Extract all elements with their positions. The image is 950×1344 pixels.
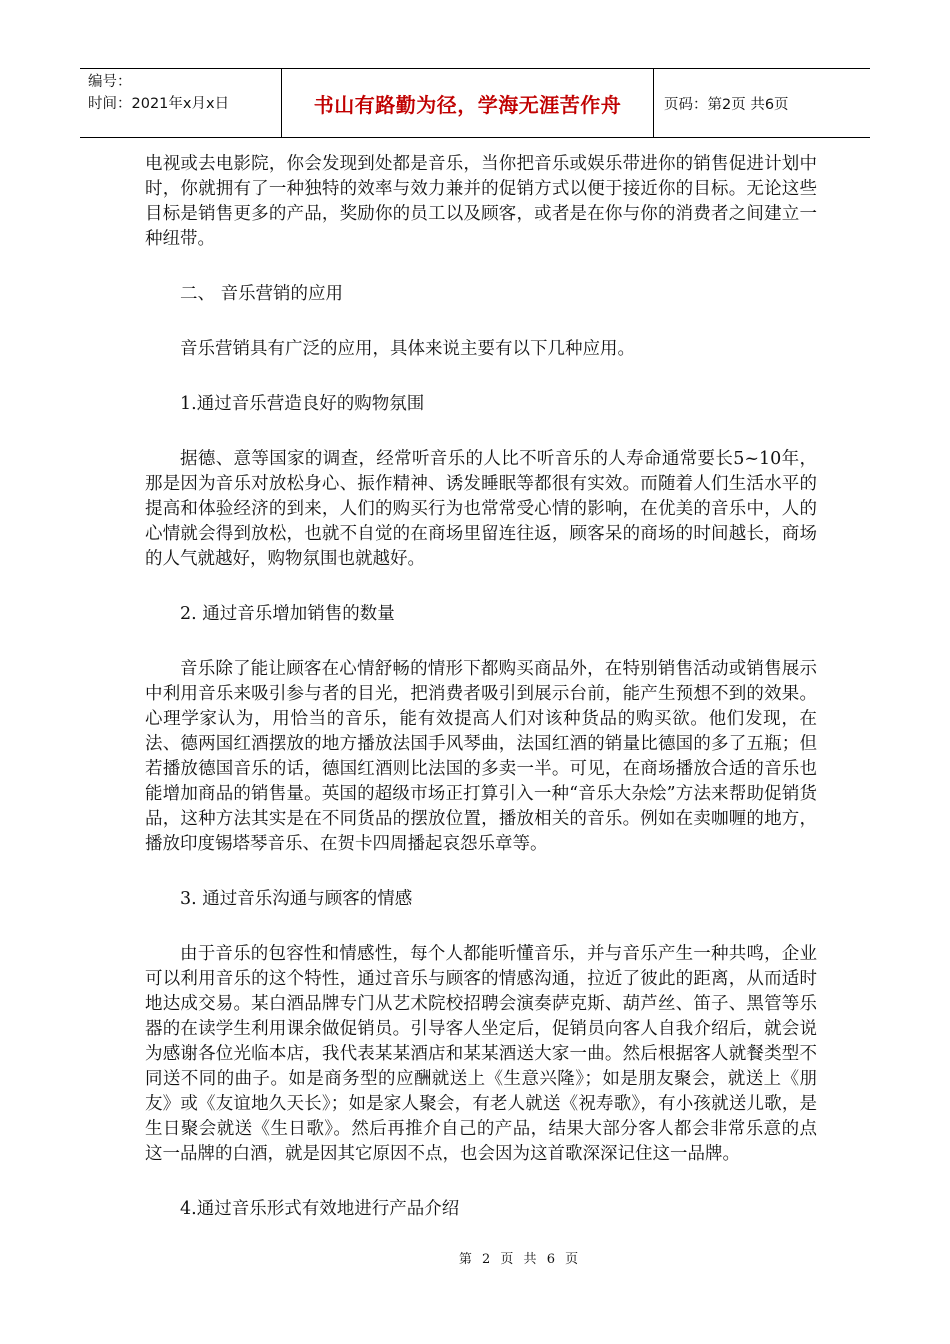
section-heading: 二、 音乐营销的应用 xyxy=(180,284,344,304)
header-meta xyxy=(80,69,282,137)
number-label: 编号： xyxy=(88,74,132,90)
subheading-3: 3. 通过音乐沟通与顾客的情感 xyxy=(180,889,413,909)
header-motto: 书山有路勤为径，学海无涯苦作舟 xyxy=(282,69,654,137)
header-page-label: 页码：第2页 共6页 xyxy=(664,96,789,113)
paragraph-3: 由于音乐的包容性和情感性，每个人都能听懂音乐，并与音乐产生一种共鸣，企业可以利用音乐的这个特性，通过音乐与顾客的情感沟通，拉近了彼此的距离，从而适时地达成交易。某白酒品牌专门从艺术院校招聘会演奏萨克斯、葫芦丝、笛子、黑管等乐器的在读学生利用课余做促销员。引导客人坐定后，促销员向客人自我介绍后，就会说为感谢各位光临本店，我代表某某酒店和某某酒送大家一曲。然后根据客人就餐类型不同送不同的曲子。如是商务型的应酬就送上《生意兴隆》；如是朋友聚会，就送上《朋友》或《友谊地久天长》；如是家人聚会，有老人就送《祝寿歌》，有小孩就送儿歌，是生日聚会就送《生日歌》。然后再推介自己的产品，结果大部分客人都会非常乐意的点这一品牌的白酒，就是因其它原因不点，也会因为这首歌深深记住这一品牌。 xyxy=(145,944,817,1164)
page-header xyxy=(80,68,870,138)
page-footer: 第 2 页 共 6 页 xyxy=(458,1252,582,1267)
time-label: 时间：2021年x月x日 xyxy=(88,96,230,112)
paragraph-2: 音乐除了能让顾客在心情舒畅的情形下都购买商品外，在特别销售活动或销售展示中利用音乐来吸引参与者的目光，把消费者吸引到展示台前，能产生预想不到的效果。心理学家认为，用恰当的音乐，能有效提高人们对该种货品的购买欲。他们发现，在法、德两国红酒摆放的地方播放法国手风琴曲，法国红酒的销量比德国的多了五瓶；但若播放德国音乐的话，德国红酒则比法国的多卖一半。可见，在商场播放合适的音乐也能增加商品的销售量。英国的超级市场正打算引入一种“音乐大杂烩”方法来帮助促销货品，这种方法其实是在不同货品的摆放位置，播放相关的音乐。例如在卖咖喱的地方，播放印度锡塔琴音乐、在贺卡四周播起哀怨乐章等。 xyxy=(145,659,817,854)
paragraph-intro: 音乐营销具有广泛的应用，具体来说主要有以下几种应用。 xyxy=(180,339,635,359)
paragraph-continuation: 电视或去电影院，你会发现到处都是音乐，当你把音乐或娱乐带进你的销售促进计划中时，你就拥有了一种独特的效率与效力兼并的促销方式以便于接近你的目标。无论这些目标是销售更多的产品，奖励你的员工以及顾客，或者是在你与你的消费者之间建立一种纽带。 xyxy=(145,154,817,249)
paragraph-1: 据德、意等国家的调查，经常听音乐的人比不听音乐的人寿命通常要长5~10年，那是因为音乐对放松身心、振作精神、诱发睡眠等都很有实效。而随着人们生活水平的提高和体验经济的到来，人们的购买行为也常常受心情的影响，在优美的音乐中，人的心情就会得到放松，也就不自觉的在商场里留连往返，顾客呆的商场的时间越长，商场的人气就越好，购物氛围也就越好。 xyxy=(145,449,817,569)
subheading-4: 4.通过音乐形式有效地进行产品介绍 xyxy=(180,1199,460,1219)
document-body xyxy=(145,152,817,1252)
subheading-1: 1.通过音乐营造良好的购物氛围 xyxy=(180,394,425,414)
subheading-2: 2. 通过音乐增加销售的数量 xyxy=(180,604,395,624)
